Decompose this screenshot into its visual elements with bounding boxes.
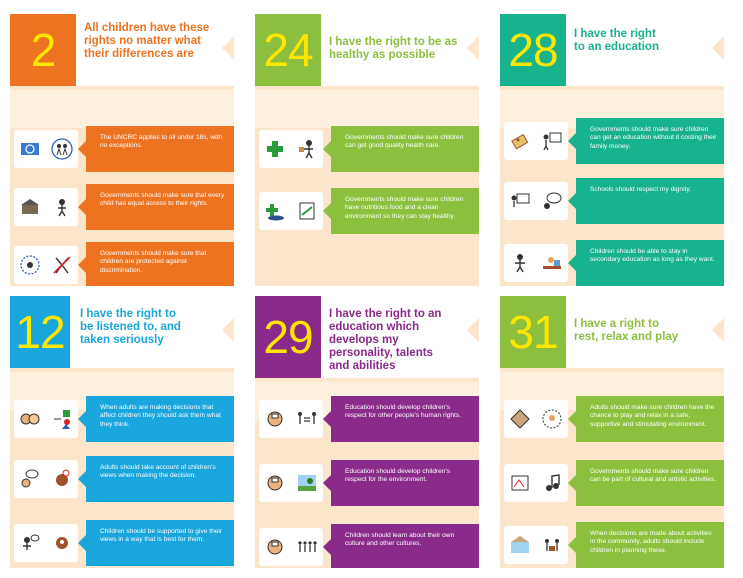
article-number: 2 [10, 14, 76, 86]
statement-text: Governments should make sure that every child has equal access to their rights. [100, 192, 225, 208]
statement-bubble [331, 188, 479, 234]
article-title: I have a right to rest, relax and play [574, 318, 679, 343]
symbol-group [14, 130, 78, 168]
listen-icon [51, 468, 73, 490]
statement-text: The UNCRC applies to all under 18s, with no exceptions. [100, 134, 223, 150]
statement-row [500, 460, 724, 506]
statement-bubble [576, 118, 724, 164]
article-number: 12 [10, 296, 70, 368]
statement-bubble [576, 396, 724, 442]
environment-icon [296, 200, 318, 222]
statement-bubble [576, 522, 724, 568]
card-article-28 [500, 14, 724, 286]
talk-icon [19, 468, 41, 490]
symbol-group [504, 464, 568, 502]
statement-row [10, 456, 234, 502]
statement-bubble [86, 456, 234, 502]
un-flag-icon [19, 138, 41, 160]
statement-bubble [86, 126, 234, 172]
child-icon [509, 252, 531, 274]
faces-icon [19, 408, 41, 430]
article-title: I have the right to be as healthy as possible [329, 36, 458, 61]
statement-row [255, 524, 479, 568]
money-tag-icon [509, 130, 531, 152]
article-number: 31 [500, 296, 566, 368]
statement-bubble [86, 242, 234, 286]
article-number: 24 [255, 14, 321, 86]
statement-text: When decisions are made about activities in the community, adults should include children in planning these. [590, 530, 712, 554]
music-icon [541, 472, 563, 494]
speech-icon [51, 532, 73, 554]
statement-row [10, 520, 234, 566]
article-title: I have the right to be listened to, and taken seriously [80, 308, 181, 346]
statement-bubble [86, 520, 234, 566]
statement-row [500, 240, 724, 286]
head-icon [264, 408, 286, 430]
statement-text: When adults are making decisions that affect children they should ask them what they think. [100, 404, 221, 428]
statement-row [10, 126, 234, 172]
card-article-2 [10, 14, 234, 286]
food-icon [264, 200, 286, 222]
symbol-group [504, 526, 568, 564]
children-group-icon [51, 138, 73, 160]
support-icon [19, 532, 41, 554]
statement-row [255, 460, 479, 506]
statement-text: Children should be supported to give their views in a way that is best for them. [100, 528, 223, 544]
statement-text: Schools should respect my dignity. [590, 186, 692, 193]
article-title: I have the right to an education [574, 28, 659, 53]
symbol-group [14, 400, 78, 438]
symbol-group [259, 464, 323, 502]
statement-text: Education should develop children's respect for other people's human rights. [345, 404, 461, 420]
statement-bubble [331, 396, 479, 442]
statement-bubble [331, 524, 479, 568]
equal-people-icon [296, 408, 318, 430]
statement-bubble [576, 240, 724, 286]
statement-row [255, 188, 479, 234]
crowd-icon [296, 536, 318, 558]
symbol-group [504, 244, 568, 282]
head-icon [264, 536, 286, 558]
symbol-group [259, 528, 323, 566]
card-band [10, 90, 234, 128]
symbol-group [259, 400, 323, 438]
thought-icon [541, 190, 563, 212]
child-icon [51, 196, 73, 218]
card-band [255, 90, 479, 128]
rest-icon [541, 408, 563, 430]
statement-bubble [86, 184, 234, 230]
decision-icon [51, 408, 73, 430]
article-title: All children have these rights no matter what their differences are [84, 22, 210, 60]
statement-text: Governments should make sure children can get good quality health care. [345, 134, 464, 150]
statement-text: Governments should make sure children have nutritious food and a clean environment so they can stay healthy. [345, 196, 464, 220]
statement-text: Children should be able to stay in secondary education as long as they want. [590, 248, 715, 264]
statement-text: Education should develop children's respect for the environment. [345, 468, 450, 484]
community-icon [509, 534, 531, 556]
card-article-31 [500, 296, 724, 568]
study-icon [541, 252, 563, 274]
statement-row [500, 522, 724, 568]
statement-row [255, 126, 479, 172]
landscape-icon [296, 472, 318, 494]
card-article-29 [255, 296, 479, 568]
teacher-icon [541, 130, 563, 152]
planning-icon [541, 534, 563, 556]
symbol-group [504, 182, 568, 220]
statement-bubble [576, 178, 724, 224]
protect-icon [51, 254, 73, 276]
statement-text: Governments should make sure that children are protected against discrimination. [100, 250, 207, 274]
statement-text: Children should learn about their own culture and other cultures. [345, 532, 455, 548]
symbol-group [14, 524, 78, 562]
statement-row [10, 242, 234, 286]
symbol-group [259, 192, 323, 230]
statement-text: Adults should make sure children have the chance to play and relax in a safe, supportive and stimulating environment. [590, 404, 715, 428]
symbol-group [504, 400, 568, 438]
statement-row [500, 178, 724, 224]
symbol-group [14, 188, 78, 226]
symbol-group [504, 122, 568, 160]
government-icon [19, 196, 41, 218]
statement-bubble [576, 460, 724, 506]
statement-text: Governments should make sure children can be part of cultural and artistic activities. [590, 468, 717, 484]
symbol-group [14, 460, 78, 498]
statement-bubble [331, 460, 479, 506]
health-cross-icon [264, 138, 286, 160]
statement-bubble [86, 396, 234, 442]
article-number: 29 [255, 296, 321, 378]
statement-bubble [331, 126, 479, 172]
art-icon [509, 472, 531, 494]
head-icon [264, 472, 286, 494]
card-article-12 [10, 296, 234, 568]
play-area-icon [509, 408, 531, 430]
card-article-24 [255, 14, 479, 286]
article-number: 28 [500, 14, 566, 86]
article-title: I have the right to an education which develops my personality, talents and abilities [329, 308, 442, 372]
government-icon [19, 254, 41, 276]
symbol-group [259, 130, 323, 168]
statement-row [10, 184, 234, 230]
statement-row [255, 396, 479, 442]
statement-row [500, 396, 724, 442]
symbol-group [14, 246, 78, 284]
statement-text: Adults should take account of children's views when making the decision. [100, 464, 216, 480]
statement-text: Governments should make sure children can get an education without it costing their family money. [590, 126, 717, 150]
doctor-icon [296, 138, 318, 160]
statement-row [500, 118, 724, 164]
school-icon [509, 190, 531, 212]
statement-row [10, 396, 234, 442]
